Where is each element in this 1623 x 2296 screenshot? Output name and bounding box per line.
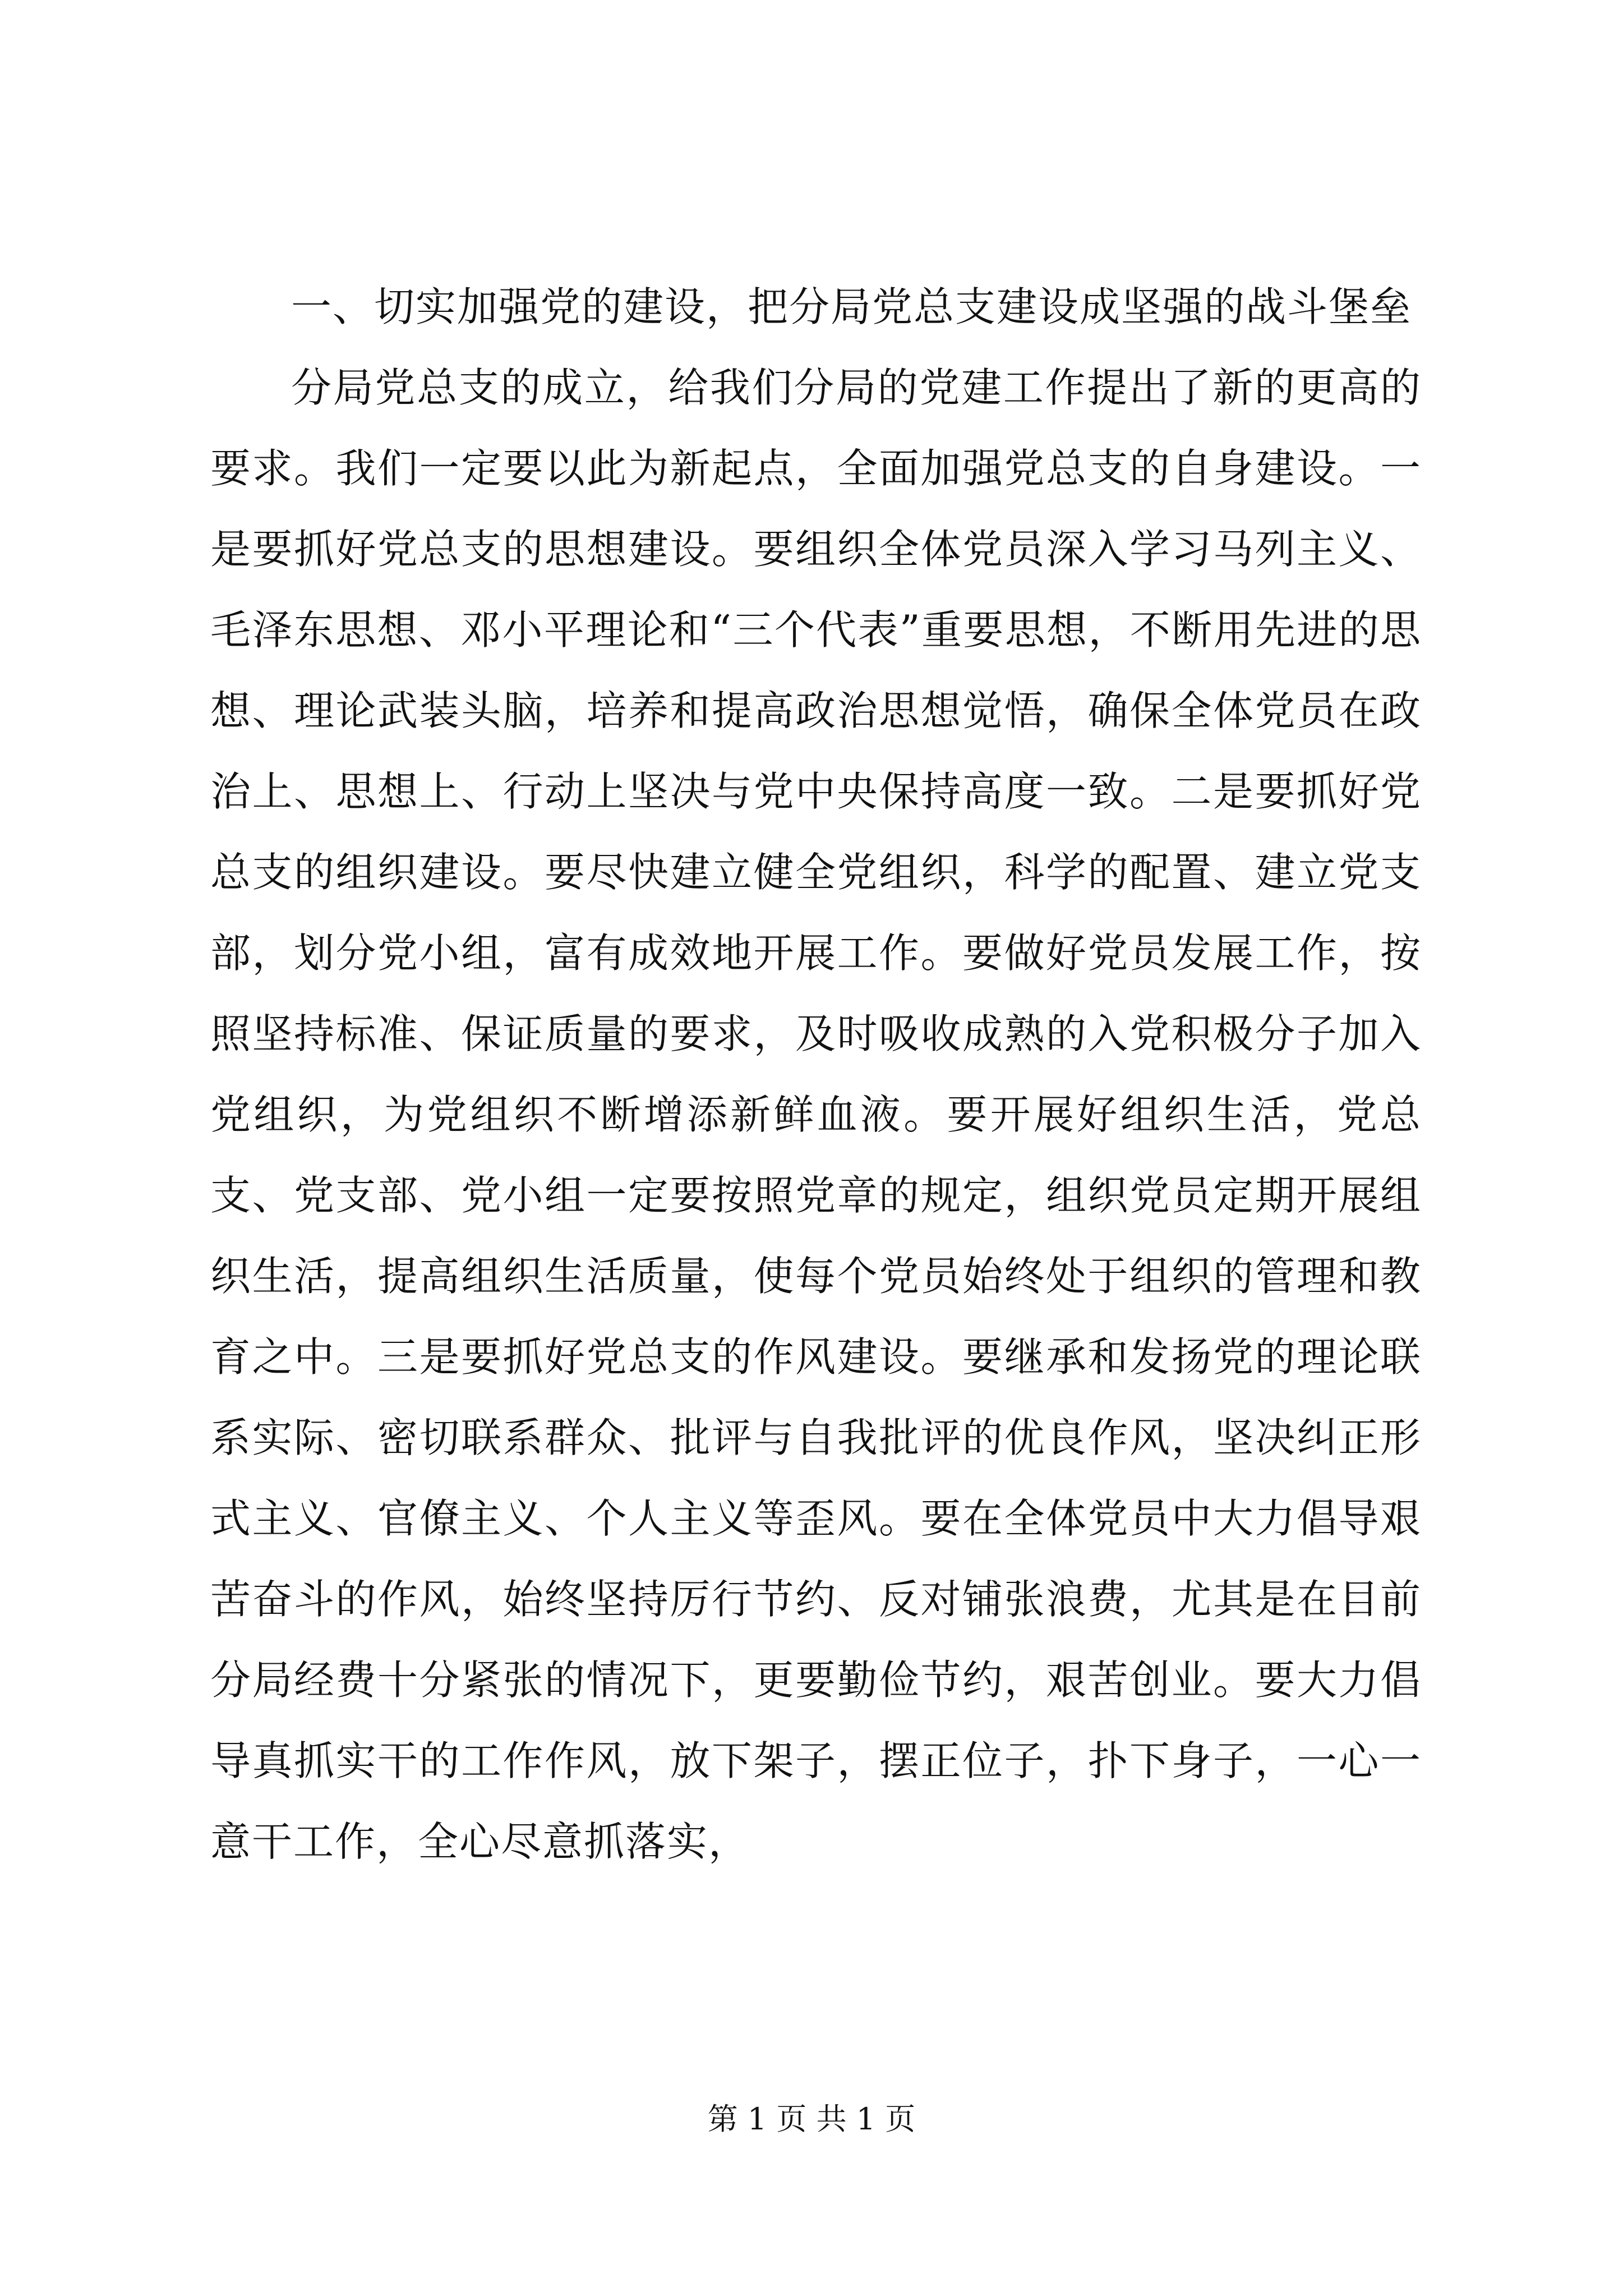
section-heading: 一、切实加强党的建设，把分局党总支建设成坚强的战斗堡垒 [291, 283, 1412, 330]
page-footer: 第 1 页 共 1 页 [707, 2101, 916, 2137]
body-paragraph: 分局党总支的成立，给我们分局的党建工作提出了新的更高的要求。我们一定要以此为新起点，全面加强党总支的自身建设。一是要抓好党总支的思想建设。要组织全体党员深入学习马列主义、毛泽东思想、邓小平理论和“三个代表”重要思想，不断用先进的思想、理论武装头脑，培养和提高政治思想觉悟，确保全体党员在政治上、思想上、行动上坚决与党中央保持高度一致。二是要抓好党总支的组织建设。要尽快建立健全党组织，科学的配置、建立党支部，划分党小组，富有成效地开展工作。要做好党员发展工作，按照坚持标准、保证质量的要求，及时吸收成熟的入党积极分子加入党组织，为党组织不断增添新鲜血液。要开展好组织生活，党总支、党支部、党小组一定要按照党章的规定，组织党员定期开展组织生活，提高组织生活质量，使每个党员始终处于组织的管理和教育之中。三是要抓好党总支的作风建设。要继承和发扬党的理论联系实际、密切联系群众、批评与自我批评的优良作风，坚决纠正形式主义、官僚主义、个人主义等歪风。要在全体党员中大力倡导艰苦奋斗的作风，始终坚持厉行节约、反对铺张浪费，尤其是在目前分局经费十分紧张的情况下，更要勤俭节约，艰苦创业。要大力倡导真抓实干的工作作风，放下架子，摆正位子，扑下身子，一心一意干工作，全心尽意抓落实， [210, 364, 1422, 1865]
document-body [210, 266, 1422, 1882]
